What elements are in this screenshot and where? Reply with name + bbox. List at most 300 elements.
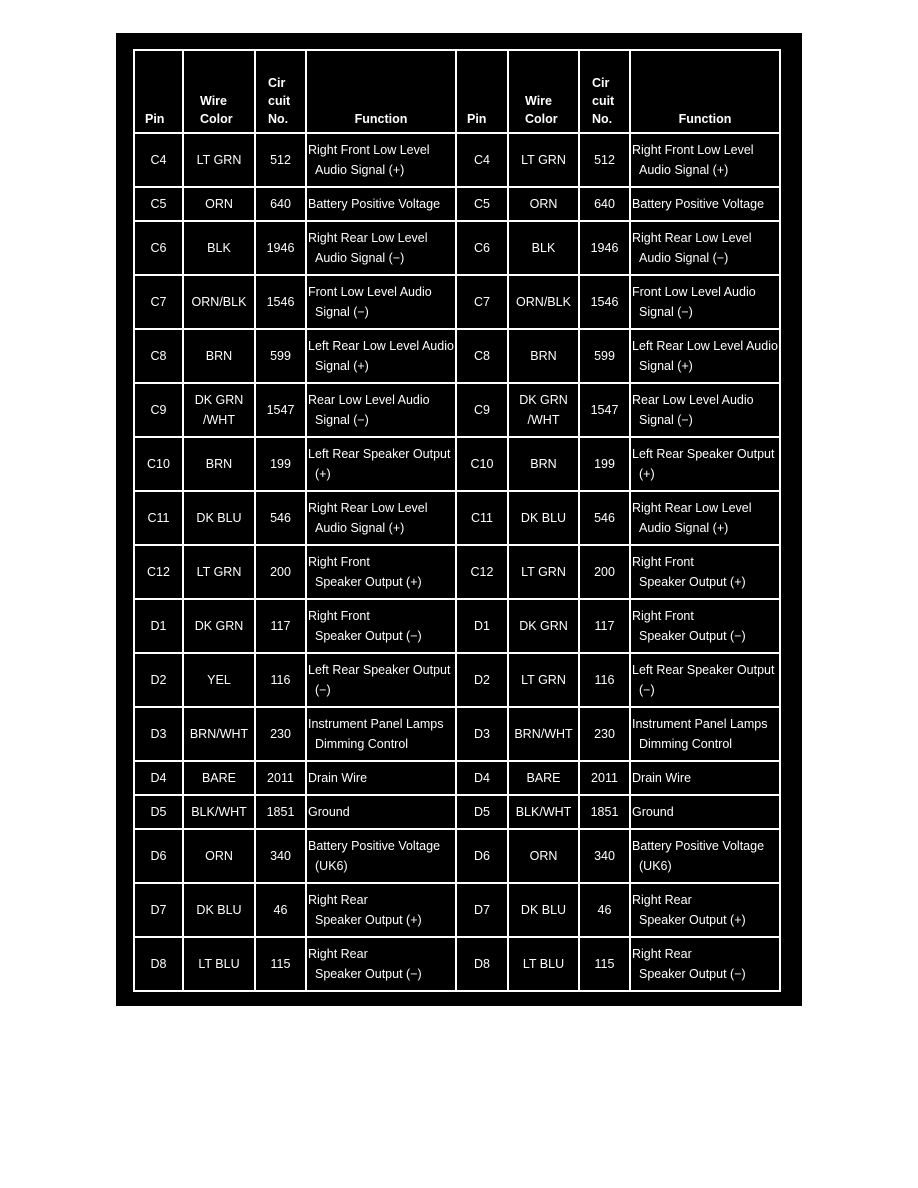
pin-cell bbox=[456, 795, 508, 829]
wire-color-cell-text: BRN bbox=[530, 457, 557, 471]
function-cell-text: (−) bbox=[315, 683, 331, 697]
function-cell bbox=[630, 707, 780, 761]
header-function: Function bbox=[630, 50, 780, 133]
function-cell-text: Instrument Panel Lamps bbox=[632, 717, 768, 731]
pin-cell-text: D8 bbox=[474, 957, 490, 971]
circuit-number-cell-text: 640 bbox=[594, 197, 615, 211]
circuit-number-cell bbox=[255, 761, 306, 795]
wire-color-cell-text: LT GRN bbox=[521, 565, 566, 579]
circuit-number-cell bbox=[255, 707, 306, 761]
pin-cell-text: C5 bbox=[150, 197, 167, 211]
table-header-row bbox=[134, 50, 780, 133]
function-cell bbox=[306, 437, 456, 491]
circuit-number-cell-text: 599 bbox=[594, 349, 615, 363]
function-cell bbox=[630, 383, 780, 437]
wire-color-cell bbox=[183, 937, 255, 991]
wire-color-cell-text: BRN/WHT bbox=[189, 727, 249, 741]
circuit-number-cell bbox=[579, 133, 630, 187]
pin-cell bbox=[134, 275, 183, 329]
circuit-number-cell-text: 199 bbox=[270, 457, 291, 471]
wire-color-cell bbox=[508, 883, 579, 937]
circuit-number-cell bbox=[579, 599, 630, 653]
circuit-number-cell-text: 116 bbox=[594, 673, 615, 687]
pin-cell-text: D4 bbox=[474, 771, 490, 785]
function-cell-text: Signal (−) bbox=[315, 305, 369, 319]
wire-color-cell-text: DK BLU bbox=[520, 511, 567, 525]
circuit-number-cell bbox=[579, 545, 630, 599]
function-cell bbox=[306, 707, 456, 761]
function-cell-text: Right Front Low Level bbox=[308, 143, 430, 157]
pin-cell bbox=[134, 187, 183, 221]
circuit-number-cell bbox=[255, 383, 306, 437]
function-cell bbox=[306, 653, 456, 707]
function-cell bbox=[306, 329, 456, 383]
circuit-number-cell bbox=[255, 653, 306, 707]
pin-cell bbox=[456, 937, 508, 991]
function-cell-text: Rear Low Level Audio bbox=[308, 393, 430, 407]
pin-cell-text: D2 bbox=[150, 673, 167, 687]
wire-color-cell bbox=[508, 795, 579, 829]
circuit-number-cell bbox=[255, 599, 306, 653]
function-cell bbox=[630, 795, 780, 829]
pin-cell-text: C9 bbox=[150, 403, 167, 417]
circuit-number-cell bbox=[579, 437, 630, 491]
pin-cell-text: D5 bbox=[474, 805, 490, 819]
function-cell bbox=[306, 599, 456, 653]
function-cell-text: Right Rear bbox=[632, 893, 692, 907]
circuit-number-cell bbox=[255, 829, 306, 883]
function-cell-text: Audio Signal (+) bbox=[639, 163, 729, 177]
pin-cell-text: C6 bbox=[150, 241, 167, 255]
circuit-number-cell bbox=[579, 329, 630, 383]
circuit-number-cell bbox=[579, 275, 630, 329]
circuit-number-cell-text: 340 bbox=[270, 849, 291, 863]
circuit-number-cell-text: 640 bbox=[270, 197, 291, 211]
circuit-number-cell-text: 200 bbox=[270, 565, 291, 579]
pin-cell bbox=[456, 545, 508, 599]
pin-cell bbox=[134, 795, 183, 829]
wire-color-cell-text: ORN bbox=[205, 849, 233, 863]
function-cell bbox=[630, 275, 780, 329]
function-cell-text: Right Rear Low Level bbox=[308, 231, 428, 245]
function-cell-text: Left Rear Speaker Output bbox=[632, 663, 775, 677]
function-cell bbox=[306, 937, 456, 991]
wire-color-cell-text: LT GRN bbox=[196, 153, 242, 167]
circuit-number-cell-text: 1547 bbox=[590, 403, 619, 417]
function-cell bbox=[630, 653, 780, 707]
function-cell-text: Left Rear Low Level Audio bbox=[308, 339, 454, 353]
pin-cell bbox=[456, 761, 508, 795]
function-cell-text: Signal (+) bbox=[639, 359, 693, 373]
pin-cell-text: C9 bbox=[474, 403, 490, 417]
wire-color-cell-text: LT BLU bbox=[522, 957, 565, 971]
function-cell bbox=[630, 329, 780, 383]
function-cell-text: Right Rear bbox=[308, 947, 368, 961]
table-row bbox=[134, 545, 780, 599]
function-cell bbox=[630, 883, 780, 937]
wire-color-cell-text: BRN/WHT bbox=[514, 727, 573, 741]
wire-color-cell bbox=[183, 133, 255, 187]
circuit-number-cell-text: 2011 bbox=[591, 771, 618, 785]
table-row bbox=[134, 599, 780, 653]
wire-color-cell-text: /WHT bbox=[203, 413, 235, 427]
wire-color-cell-text: ORN/BLK bbox=[516, 295, 571, 309]
pin-cell-text: D4 bbox=[150, 771, 167, 785]
header-pin: Pin bbox=[134, 50, 183, 133]
circuit-number-cell bbox=[579, 221, 630, 275]
circuit-number-cell-text: 340 bbox=[594, 849, 615, 863]
wire-color-cell-text: BARE bbox=[526, 771, 561, 785]
pin-cell-text: C6 bbox=[474, 241, 490, 255]
circuit-number-cell-text: 115 bbox=[270, 957, 291, 971]
pin-cell-text: D3 bbox=[474, 727, 490, 741]
function-cell-text: (+) bbox=[639, 467, 655, 481]
function-cell-text: Signal (+) bbox=[315, 359, 369, 373]
circuit-number-cell bbox=[255, 883, 306, 937]
function-cell-text: Speaker Output (+) bbox=[315, 913, 422, 927]
pin-cell-text: D8 bbox=[150, 957, 167, 971]
pin-cell-text: D3 bbox=[150, 727, 167, 741]
function-cell-text: Speaker Output (−) bbox=[315, 967, 422, 981]
pin-cell bbox=[456, 829, 508, 883]
circuit-number-cell-text: 546 bbox=[270, 511, 291, 525]
pin-cell bbox=[456, 707, 508, 761]
function-cell-text: Signal (−) bbox=[639, 413, 693, 427]
function-cell bbox=[630, 437, 780, 491]
function-cell-text: Ground bbox=[308, 805, 350, 819]
wire-color-cell bbox=[183, 275, 255, 329]
table-row bbox=[134, 707, 780, 761]
pin-cell-text: C12 bbox=[470, 565, 494, 579]
pin-cell-text: C11 bbox=[470, 511, 493, 525]
circuit-number-cell-text: 46 bbox=[597, 903, 612, 917]
pin-cell bbox=[134, 133, 183, 187]
pin-cell-text: C12 bbox=[147, 565, 170, 579]
circuit-number-cell-text: 46 bbox=[273, 903, 288, 917]
pin-cell-text: C4 bbox=[150, 153, 167, 167]
pin-cell-text: C11 bbox=[147, 511, 170, 525]
circuit-number-cell bbox=[255, 937, 306, 991]
function-cell-text: (UK6) bbox=[639, 859, 672, 873]
wire-color-cell-text: BRN bbox=[205, 457, 233, 471]
function-cell-text: Right Rear Low Level bbox=[632, 501, 752, 515]
function-cell-text: Front Low Level Audio bbox=[632, 285, 756, 299]
function-cell-text: Right Rear Low Level bbox=[308, 501, 428, 515]
pin-cell bbox=[456, 653, 508, 707]
wire-color-cell-text: ORN bbox=[205, 197, 233, 211]
function-cell-text: Signal (−) bbox=[315, 413, 369, 427]
function-cell bbox=[306, 221, 456, 275]
wire-color-cell-text: DK GRN bbox=[194, 619, 244, 633]
wire-color-cell-text: DK GRN bbox=[519, 619, 568, 633]
function-cell-text: Speaker Output (−) bbox=[315, 629, 422, 643]
function-cell-text: Audio Signal (+) bbox=[315, 163, 405, 177]
circuit-number-cell-text: 1851 bbox=[266, 805, 295, 819]
circuit-number-cell-text: 512 bbox=[594, 153, 615, 167]
function-cell-text: Left Rear Speaker Output bbox=[308, 447, 451, 461]
function-cell-text: Signal (−) bbox=[639, 305, 693, 319]
pin-cell-text: C7 bbox=[150, 295, 167, 309]
function-cell bbox=[306, 275, 456, 329]
function-cell-text: Speaker Output (+) bbox=[639, 575, 746, 589]
function-cell-text: Drain Wire bbox=[308, 771, 368, 785]
table-row bbox=[134, 795, 780, 829]
function-cell bbox=[306, 491, 456, 545]
wire-color-cell-text: LT BLU bbox=[198, 957, 240, 971]
circuit-number-cell-text: 512 bbox=[270, 153, 291, 167]
circuit-number-cell-text: 2011 bbox=[267, 771, 294, 785]
wire-color-cell-text: BLK bbox=[207, 241, 231, 255]
wire-color-cell bbox=[508, 437, 579, 491]
function-cell-text: Left Rear Speaker Output bbox=[632, 447, 775, 461]
pin-cell-text: D2 bbox=[474, 673, 490, 687]
function-cell bbox=[306, 383, 456, 437]
function-cell bbox=[630, 545, 780, 599]
circuit-number-cell bbox=[579, 937, 630, 991]
function-cell bbox=[630, 221, 780, 275]
function-cell-text: (−) bbox=[639, 683, 655, 697]
function-cell bbox=[306, 883, 456, 937]
function-cell-text: (UK6) bbox=[315, 859, 348, 873]
pin-cell bbox=[134, 221, 183, 275]
header-wire-color: Wire Color bbox=[508, 50, 579, 133]
function-cell-text: Instrument Panel Lamps bbox=[308, 717, 444, 731]
pin-cell bbox=[134, 937, 183, 991]
wire-color-cell bbox=[183, 707, 255, 761]
pin-cell bbox=[456, 329, 508, 383]
circuit-number-cell bbox=[579, 761, 630, 795]
header-pin: Pin bbox=[456, 50, 508, 133]
circuit-number-cell-text: 116 bbox=[270, 673, 291, 687]
wire-color-cell bbox=[508, 761, 579, 795]
table-row bbox=[134, 883, 780, 937]
wire-color-cell-text: DK GRN bbox=[519, 393, 568, 407]
function-cell bbox=[630, 937, 780, 991]
circuit-number-cell-text: 546 bbox=[594, 511, 615, 525]
wire-color-cell-text: BLK/WHT bbox=[515, 805, 572, 819]
circuit-number-cell-text: 1946 bbox=[590, 241, 619, 255]
table-row bbox=[134, 275, 780, 329]
function-cell bbox=[630, 187, 780, 221]
circuit-number-cell bbox=[579, 795, 630, 829]
pin-cell bbox=[134, 761, 183, 795]
function-cell bbox=[306, 795, 456, 829]
table-row bbox=[134, 653, 780, 707]
circuit-number-cell bbox=[255, 545, 306, 599]
function-cell-text: Battery Positive Voltage bbox=[308, 197, 441, 211]
wire-color-cell-text: BRN bbox=[205, 349, 233, 363]
wire-color-cell bbox=[183, 829, 255, 883]
function-cell-text: Speaker Output (+) bbox=[639, 913, 746, 927]
function-cell-text: (+) bbox=[315, 467, 331, 481]
table-row bbox=[134, 221, 780, 275]
wire-color-cell-text: BLK bbox=[531, 241, 556, 255]
wire-color-cell bbox=[508, 491, 579, 545]
header-function: Function bbox=[306, 50, 456, 133]
pin-cell bbox=[134, 491, 183, 545]
function-cell bbox=[306, 829, 456, 883]
function-cell bbox=[630, 829, 780, 883]
function-cell-text: Rear Low Level Audio bbox=[632, 393, 754, 407]
wire-color-cell-text: ORN bbox=[529, 197, 558, 211]
pin-cell bbox=[134, 829, 183, 883]
function-cell-text: Right Front bbox=[308, 555, 370, 569]
pin-cell-text: D1 bbox=[150, 619, 167, 633]
pin-cell bbox=[456, 221, 508, 275]
wire-color-cell-text: YEL bbox=[207, 673, 231, 687]
function-cell-text: Dimming Control bbox=[315, 737, 409, 751]
function-cell-text: Speaker Output (−) bbox=[639, 629, 746, 643]
wire-color-cell bbox=[183, 221, 255, 275]
circuit-number-cell-text: 115 bbox=[594, 957, 615, 971]
pin-cell bbox=[456, 437, 508, 491]
function-cell bbox=[630, 491, 780, 545]
function-cell bbox=[306, 133, 456, 187]
circuit-number-cell bbox=[255, 795, 306, 829]
circuit-number-cell bbox=[255, 133, 306, 187]
pin-cell-text: C10 bbox=[147, 457, 170, 471]
circuit-number-cell-text: 1946 bbox=[266, 241, 295, 255]
wire-color-cell bbox=[508, 275, 579, 329]
pin-cell-text: C10 bbox=[470, 457, 494, 471]
pin-cell-text: D6 bbox=[474, 849, 490, 863]
pin-cell bbox=[134, 707, 183, 761]
function-cell-text: Drain Wire bbox=[632, 771, 692, 785]
wire-color-cell-text: /WHT bbox=[527, 413, 560, 427]
table-row bbox=[134, 133, 780, 187]
circuit-number-cell bbox=[579, 883, 630, 937]
function-cell-text: Right Front bbox=[308, 609, 370, 623]
circuit-number-cell-text: 1547 bbox=[266, 403, 295, 417]
function-cell-text: Right Rear bbox=[308, 893, 368, 907]
function-cell-text: Right Front bbox=[632, 609, 694, 623]
header-circuit-no: Cir cuit No. bbox=[579, 50, 630, 133]
function-cell-text: Right Rear bbox=[632, 947, 692, 961]
wire-color-cell bbox=[183, 187, 255, 221]
pin-cell bbox=[456, 187, 508, 221]
circuit-number-cell-text: 1546 bbox=[266, 295, 295, 309]
pin-cell bbox=[134, 883, 183, 937]
function-cell bbox=[306, 545, 456, 599]
wire-color-cell bbox=[508, 133, 579, 187]
circuit-number-cell-text: 599 bbox=[270, 349, 291, 363]
wire-color-cell-text: LT GRN bbox=[521, 153, 566, 167]
connector-pinout-table bbox=[133, 49, 781, 992]
function-cell-text: Audio Signal (−) bbox=[315, 251, 405, 265]
wire-color-cell bbox=[508, 187, 579, 221]
pin-cell bbox=[456, 599, 508, 653]
document-page bbox=[116, 33, 802, 1006]
circuit-number-cell-text: 117 bbox=[594, 619, 615, 633]
wire-color-cell-text: BLK/WHT bbox=[191, 805, 247, 819]
function-cell-text: Battery Positive Voltage bbox=[308, 839, 441, 853]
function-cell bbox=[630, 599, 780, 653]
wire-color-cell bbox=[183, 883, 255, 937]
table-row bbox=[134, 937, 780, 991]
header-circuit-no: Cir cuit No. bbox=[255, 50, 306, 133]
table-row bbox=[134, 437, 780, 491]
circuit-number-cell bbox=[579, 491, 630, 545]
function-cell-text: Left Rear Low Level Audio bbox=[632, 339, 778, 353]
wire-color-cell bbox=[508, 937, 579, 991]
function-cell-text: Battery Positive Voltage bbox=[632, 197, 765, 211]
wire-color-cell-text: BRN bbox=[530, 349, 557, 363]
circuit-number-cell-text: 1546 bbox=[590, 295, 619, 309]
wire-color-cell bbox=[508, 599, 579, 653]
wire-color-cell bbox=[183, 491, 255, 545]
wire-color-cell bbox=[183, 761, 255, 795]
function-cell bbox=[306, 761, 456, 795]
pin-cell-text: C8 bbox=[150, 349, 167, 363]
wire-color-cell-text: BARE bbox=[201, 771, 237, 785]
wire-color-cell bbox=[508, 653, 579, 707]
circuit-number-cell bbox=[255, 329, 306, 383]
function-cell-text: Right Front bbox=[632, 555, 694, 569]
wire-color-cell bbox=[508, 829, 579, 883]
circuit-number-cell-text: 230 bbox=[270, 727, 291, 741]
function-cell-text: Dimming Control bbox=[639, 737, 733, 751]
wire-color-cell bbox=[183, 795, 255, 829]
function-cell-text: Audio Signal (+) bbox=[639, 521, 729, 535]
circuit-number-cell-text: 199 bbox=[594, 457, 615, 471]
wire-color-cell bbox=[183, 599, 255, 653]
table-row bbox=[134, 329, 780, 383]
pin-cell-text: D6 bbox=[150, 849, 167, 863]
pin-cell bbox=[134, 437, 183, 491]
circuit-number-cell bbox=[255, 187, 306, 221]
pin-cell-text: D1 bbox=[474, 619, 490, 633]
pin-cell bbox=[456, 383, 508, 437]
circuit-number-cell-text: 1851 bbox=[590, 805, 619, 819]
wire-color-cell-text: LT GRN bbox=[521, 673, 566, 687]
wire-color-cell bbox=[183, 653, 255, 707]
circuit-number-cell bbox=[579, 829, 630, 883]
wire-color-cell-text: DK GRN bbox=[194, 393, 244, 407]
wire-color-cell bbox=[183, 545, 255, 599]
pin-cell bbox=[456, 133, 508, 187]
wire-color-cell-text: LT GRN bbox=[196, 565, 242, 579]
wire-color-cell bbox=[183, 437, 255, 491]
function-cell-text: Speaker Output (−) bbox=[639, 967, 746, 981]
pin-cell bbox=[456, 491, 508, 545]
pin-cell-text: D5 bbox=[150, 805, 167, 819]
pin-cell bbox=[134, 383, 183, 437]
function-cell-text: Audio Signal (−) bbox=[639, 251, 729, 265]
wire-color-cell-text: DK BLU bbox=[520, 903, 567, 917]
table-body bbox=[134, 133, 780, 991]
wire-color-cell bbox=[183, 383, 255, 437]
pin-cell bbox=[456, 275, 508, 329]
table-row bbox=[134, 383, 780, 437]
pin-cell bbox=[134, 329, 183, 383]
wire-color-cell bbox=[508, 707, 579, 761]
pin-cell-text: C4 bbox=[474, 153, 490, 167]
function-cell-text: Right Rear Low Level bbox=[632, 231, 752, 245]
function-cell-text: Left Rear Speaker Output bbox=[308, 663, 451, 677]
circuit-number-cell bbox=[255, 491, 306, 545]
table-row bbox=[134, 491, 780, 545]
pin-cell-text: D7 bbox=[474, 903, 490, 917]
circuit-number-cell bbox=[579, 187, 630, 221]
wire-color-cell-text: ORN bbox=[529, 849, 558, 863]
function-cell-text: Right Front Low Level bbox=[632, 143, 754, 157]
pin-cell bbox=[456, 883, 508, 937]
function-cell-text: Front Low Level Audio bbox=[308, 285, 432, 299]
pin-cell-text: D7 bbox=[150, 903, 167, 917]
pin-cell bbox=[134, 599, 183, 653]
table-row bbox=[134, 829, 780, 883]
circuit-number-cell bbox=[255, 221, 306, 275]
